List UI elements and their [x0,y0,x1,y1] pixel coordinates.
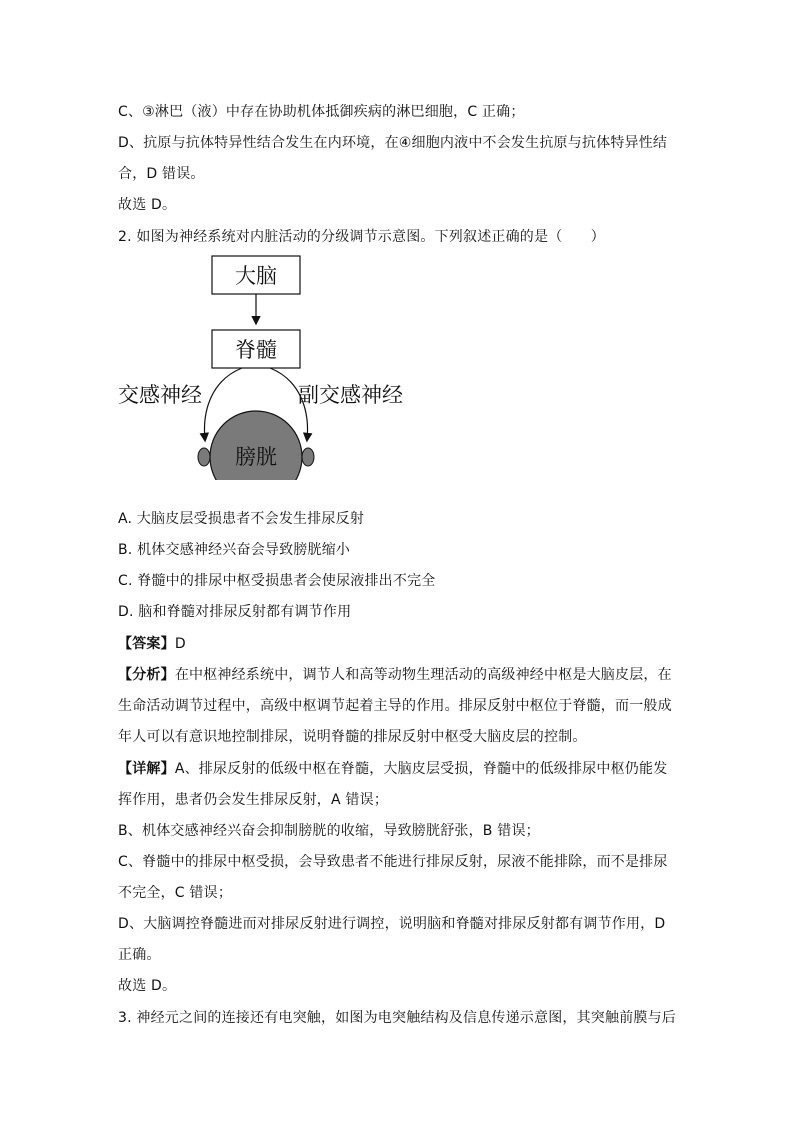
analysis-line-3: 年人可以有意识地控制排尿，说明脊髓的排尿反射中枢受大脑皮层的控制。 [118,729,587,745]
option-a: A. 大脑皮层受损患者不会发生排尿反射 [118,511,365,527]
analysis-text-1: 在中枢神经系统中，调节人和高等动物生理活动的高级神经中枢是大脑皮层，在 [174,667,672,683]
neural-regulation-diagram [112,250,422,480]
detail-line-5: 不完全，C 错误； [118,885,233,901]
q2-stem: 2. 如图为神经系统对内脏活动的分级调节示意图。下列叙述正确的是（ ） [118,229,606,245]
detail-line-2: 挥作用，患者仍会发生排尿反射，A 错误； [118,792,389,808]
detail-line-1 [118,760,667,778]
detail-line-6: D、大脑调控脊髓进而对排尿反射进行调控，说明脑和脊髓对排尿反射都有调节作用，D [118,916,666,932]
spinal-cord-box [212,330,300,368]
parasympathetic-label: 副交感神经 [298,383,403,407]
answer-line [118,635,186,653]
detail-line-3: B、机体交感神经兴奋会抑制膀胱的收缩，导致膀胱舒张，B 错误； [118,823,540,839]
q1-conclusion: 故选 D。 [118,197,177,213]
option-c-continued: C、③淋巴（液）中存在协助机体抵御疾病的淋巴细胞，C 正确； [118,104,525,120]
option-b: B. 机体交感神经兴奋会导致膀胱缩小 [118,542,351,558]
answer-tag: 【答案】 [118,636,175,652]
q2-conclusion: 故选 D。 [118,978,177,994]
brain-label: 大脑 [235,264,277,288]
q3-stem: 3. 神经元之间的连接还有电突触，如图为电突触结构及信息传递示意图，其突触前膜与后 [118,1010,677,1026]
analysis-line-1 [118,666,672,684]
bladder [198,411,314,480]
analysis-line-2: 生命活动调节过程中，高级中枢调节起着主导的作用。排尿反射中枢位于脊髓，而一般成 [118,698,672,714]
option-d-continued-line1: D、抗原与抗体特异性结合发生在内环境，在④细胞内液中不会发生抗原与抗体特异性结 [118,135,668,151]
detail-line-4: C、脊髓中的排尿中枢受损，会导致患者不能进行排尿反射，尿液不能排除，而不是排尿 [118,854,668,870]
answer-value: D [174,636,186,652]
spinal-cord-label: 脊髓 [235,338,277,362]
sympathetic-label: 交感神经 [118,383,202,407]
option-d-continued-line2: 合，D 错误。 [118,166,205,182]
bladder-label: 膀胱 [235,445,277,469]
detail-text-1: A、排尿反射的低级中枢在脊髓，大脑皮层受损，脊髓中的低级排尿中枢仍能发 [174,761,668,777]
option-c: C. 脊髓中的排尿中枢受损患者会使尿液排出不完全 [118,573,436,589]
detail-tag: 【详解】 [118,761,175,777]
option-d: D. 脑和脊髓对排尿反射都有调节作用 [118,604,352,620]
brain-box [212,256,300,294]
analysis-tag: 【分析】 [118,667,175,683]
detail-line-7: 正确。 [118,947,161,963]
